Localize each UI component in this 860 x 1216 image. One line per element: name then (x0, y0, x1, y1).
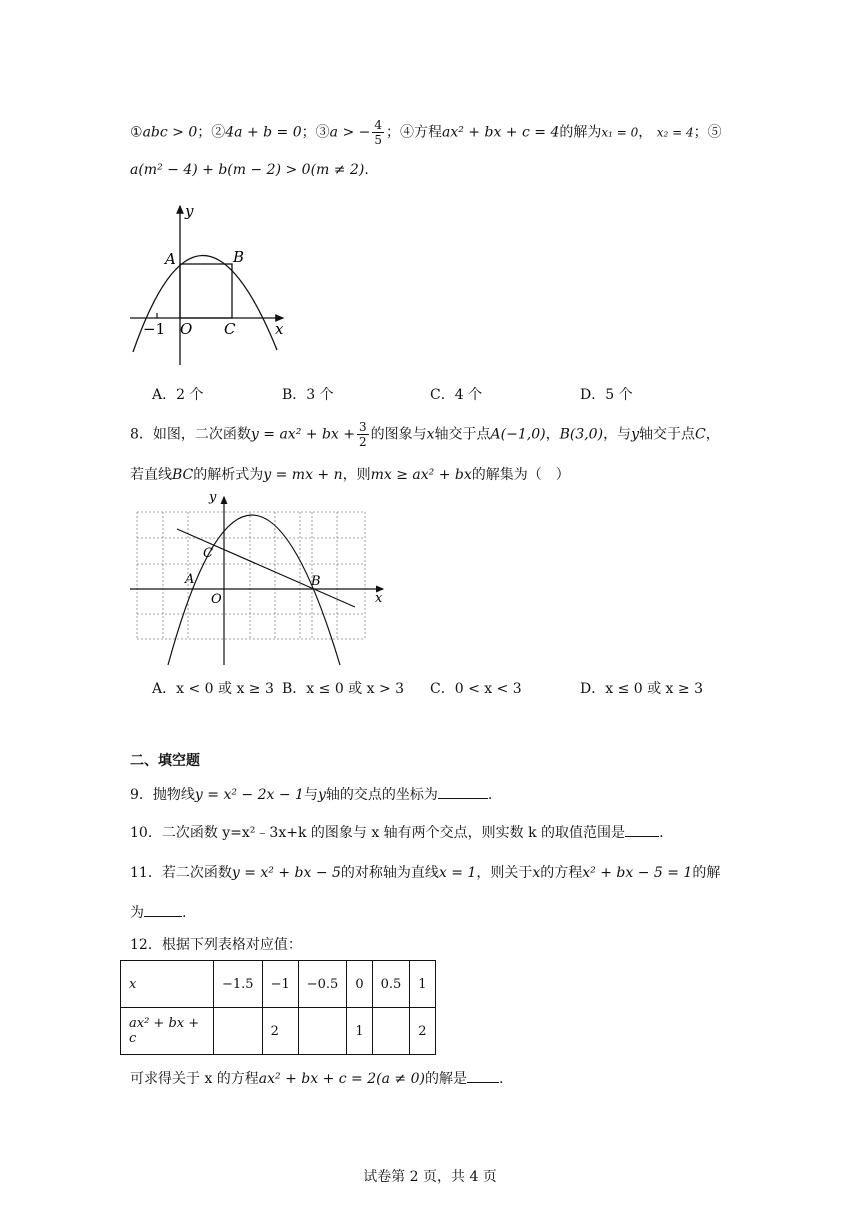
sep3: ；④方程 (386, 124, 442, 141)
cond5-end: . (364, 162, 369, 178)
q8-line2-mid2: ，则 (342, 467, 371, 483)
q8-option-d[interactable]: D．x ≤ 0 或 x ≥ 3 (580, 681, 703, 697)
q7-label-A: A (165, 250, 176, 268)
table-cell: x (121, 961, 214, 1008)
q8-point-c: C (694, 426, 706, 443)
q9-expr: y = x² − 2x − 1 (194, 787, 304, 803)
cond5-expr: a(m² − 4) + b(m − 2) > 0(m ≠ 2) (130, 162, 365, 178)
q8-end: 轴交于点 (638, 426, 695, 443)
q7-label-neg1: −1 (143, 320, 166, 338)
frac-den: 5 (374, 133, 382, 147)
q7-parabola-figure (125, 200, 295, 370)
table-cell: 0.5 (372, 961, 410, 1008)
table-cell (214, 1008, 263, 1055)
q8-grid-figure (125, 485, 390, 670)
q8-grid (137, 512, 365, 639)
q7-label-O: O (180, 320, 193, 338)
table-cell (372, 1008, 410, 1055)
q10-tail: . (659, 825, 664, 841)
table-cell: 2 (262, 1008, 298, 1055)
page-footer: 试卷第 2 页，共 4 页 (363, 1169, 497, 1185)
frac-num: 4 (374, 118, 382, 132)
q9-pre: 9．抛物线 (130, 787, 195, 803)
cond4-x1: x₁ = 0 (601, 125, 639, 140)
q9-tail: . (487, 787, 493, 803)
q8-option-c[interactable]: C．0 < x < 3 (430, 681, 522, 697)
q8-line2-end: 的解集为（ ） (471, 467, 570, 483)
q8-line-eq: y = mx + n (263, 467, 343, 483)
q11-mid: 的对称轴为直线 (340, 865, 439, 881)
q7-label-C: C (224, 320, 236, 338)
q8-mid2: 轴交于点 (434, 426, 491, 443)
sep1: ；② (197, 124, 226, 141)
q12-eq: ax² + bx + c = 2(a ≠ 0) (258, 1071, 425, 1087)
q9-mid: 与 (303, 787, 318, 803)
sep2: ；③ (301, 124, 330, 141)
table-cell (298, 1008, 347, 1055)
q12-intro: 12．根据下列表格对应值： (130, 937, 302, 953)
circled-1: ① (130, 124, 143, 141)
q7-conditions-line1: ①abc > 0；②4a + b = 0；③a > − $\frac{4}{5}$ ；④方程ax² + bx + c = 4的解为x₁ = 0， x₂ = 4；⑤ (130, 118, 722, 147)
q8-option-a[interactable]: A．x < 0 或 x ≥ 3 (152, 681, 274, 697)
q8-label-C: C (203, 546, 213, 561)
q11-line1 (130, 862, 720, 882)
q11-mid3: 的方程 (540, 865, 583, 881)
q11-axis: x = 1 (438, 865, 477, 881)
q8-parabola (168, 515, 340, 665)
q8-mid: 的图象与 (370, 426, 427, 443)
q8-label-y: y (209, 490, 217, 505)
table-row (121, 1008, 436, 1055)
q7-label-y: y (185, 202, 194, 220)
q8-bc: BC (172, 467, 194, 483)
cond3-expr: a > − (329, 124, 371, 141)
q11-mid2: ，则关于 (476, 865, 533, 881)
table-cell: −1 (262, 961, 298, 1008)
q8-label-x: x (375, 591, 383, 606)
q8-label-B: B (311, 574, 321, 589)
cond1-expr: abc > 0 (142, 124, 198, 141)
section-fill-in-title: 二、填空题 (130, 753, 200, 769)
q12-value-table (120, 960, 436, 1055)
q8-line2-mid: 的解析式为 (193, 467, 264, 483)
cond4-x2: x₂ = 4 (656, 125, 694, 140)
q8-func: y = ax² + bx + (250, 426, 355, 443)
q11-answer-blank[interactable] (144, 904, 182, 917)
cond3-frac (372, 118, 384, 147)
q11-expr: y = x² + bx − 5 (231, 865, 341, 881)
q11-end: 的解 (692, 865, 721, 881)
q10-text: 10．二次函数 y=x²﹣3x+k 的图象与 x 轴有两个交点，则实数 k 的取值范围是 (130, 825, 626, 841)
q7-label-x: x (275, 320, 284, 338)
table-cell: 2 (410, 1008, 435, 1055)
q7-option-b[interactable]: B．3 个 (282, 387, 334, 403)
q10 (130, 822, 664, 842)
q7-option-d[interactable]: D．5 个 (580, 387, 633, 403)
q9 (130, 784, 492, 804)
q8-point-a: A(−1,0) (490, 426, 546, 443)
q11-line2-text: 为 (130, 905, 144, 921)
q8-line-bc (177, 529, 355, 607)
table-cell: −1.5 (214, 961, 263, 1008)
frac-den: 2 (359, 435, 367, 449)
q11-x: x (532, 865, 541, 881)
q12-pre: 可求得关于 x 的方程 (130, 1071, 259, 1087)
q8-x: x (426, 426, 435, 443)
table-cell: 1 (410, 961, 435, 1008)
q7-rectangle-ABCO (180, 264, 232, 318)
q9-end: 轴的交点的坐标为 (325, 787, 438, 803)
q7-conditions-line2 (130, 162, 369, 178)
table-cell: ax² + bx + c (121, 1008, 214, 1055)
q10-answer-blank[interactable] (625, 824, 659, 837)
frac-num: 3 (359, 420, 367, 434)
q8-stem-line2 (130, 464, 570, 484)
table-cell: 0 (347, 961, 372, 1008)
cond4-expr: ax² + bx + c = 4 (442, 124, 560, 141)
q12-question (130, 1068, 503, 1088)
q9-answer-blank[interactable] (438, 786, 488, 799)
q12-answer-blank[interactable] (467, 1070, 499, 1083)
q8-label-A: A (185, 572, 195, 587)
q8-y: y (631, 426, 639, 443)
q8-point-b: B(3,0) (559, 426, 604, 443)
q7-option-a[interactable]: A．2 个 (152, 387, 204, 403)
q12-end: 的解是 (424, 1071, 467, 1087)
q8-stem-line1: 8．如图，二次函数y = ax² + bx + $\frac{3}{2}$ 的图象与x轴交于点A(−1,0)，B(3,0)，与y轴交于点C， (130, 420, 720, 449)
q8-option-b[interactable]: B．x ≤ 0 或 x > 3 (282, 681, 405, 697)
q8-frac (357, 420, 369, 449)
q11-line2 (130, 902, 186, 922)
table-row (121, 961, 436, 1008)
cond4-end: ；⑤ (693, 124, 722, 141)
q12-tail: . (498, 1071, 504, 1087)
q11-pre: 11．若二次函数 (130, 865, 232, 881)
q8-mid3: ，与 (603, 426, 632, 443)
q8-label-O: O (211, 592, 222, 607)
q8-pre: 8．如图，二次函数 (130, 426, 251, 443)
q11-eq: x² + bx − 5 = 1 (582, 865, 693, 881)
q8-line2-pre: 若直线 (130, 467, 172, 483)
q8-inequality: mx ≥ ax² + bx (370, 467, 472, 483)
table-cell: −0.5 (298, 961, 347, 1008)
cond2-expr: 4a + b = 0 (225, 124, 302, 141)
cond4-mid: 的解为 (559, 124, 602, 141)
q7-option-c[interactable]: C．4 个 (430, 387, 483, 403)
table-cell: 1 (347, 1008, 372, 1055)
q7-label-B: B (233, 248, 245, 266)
q9-y: y (317, 787, 326, 803)
q11-tail: . (182, 905, 187, 921)
